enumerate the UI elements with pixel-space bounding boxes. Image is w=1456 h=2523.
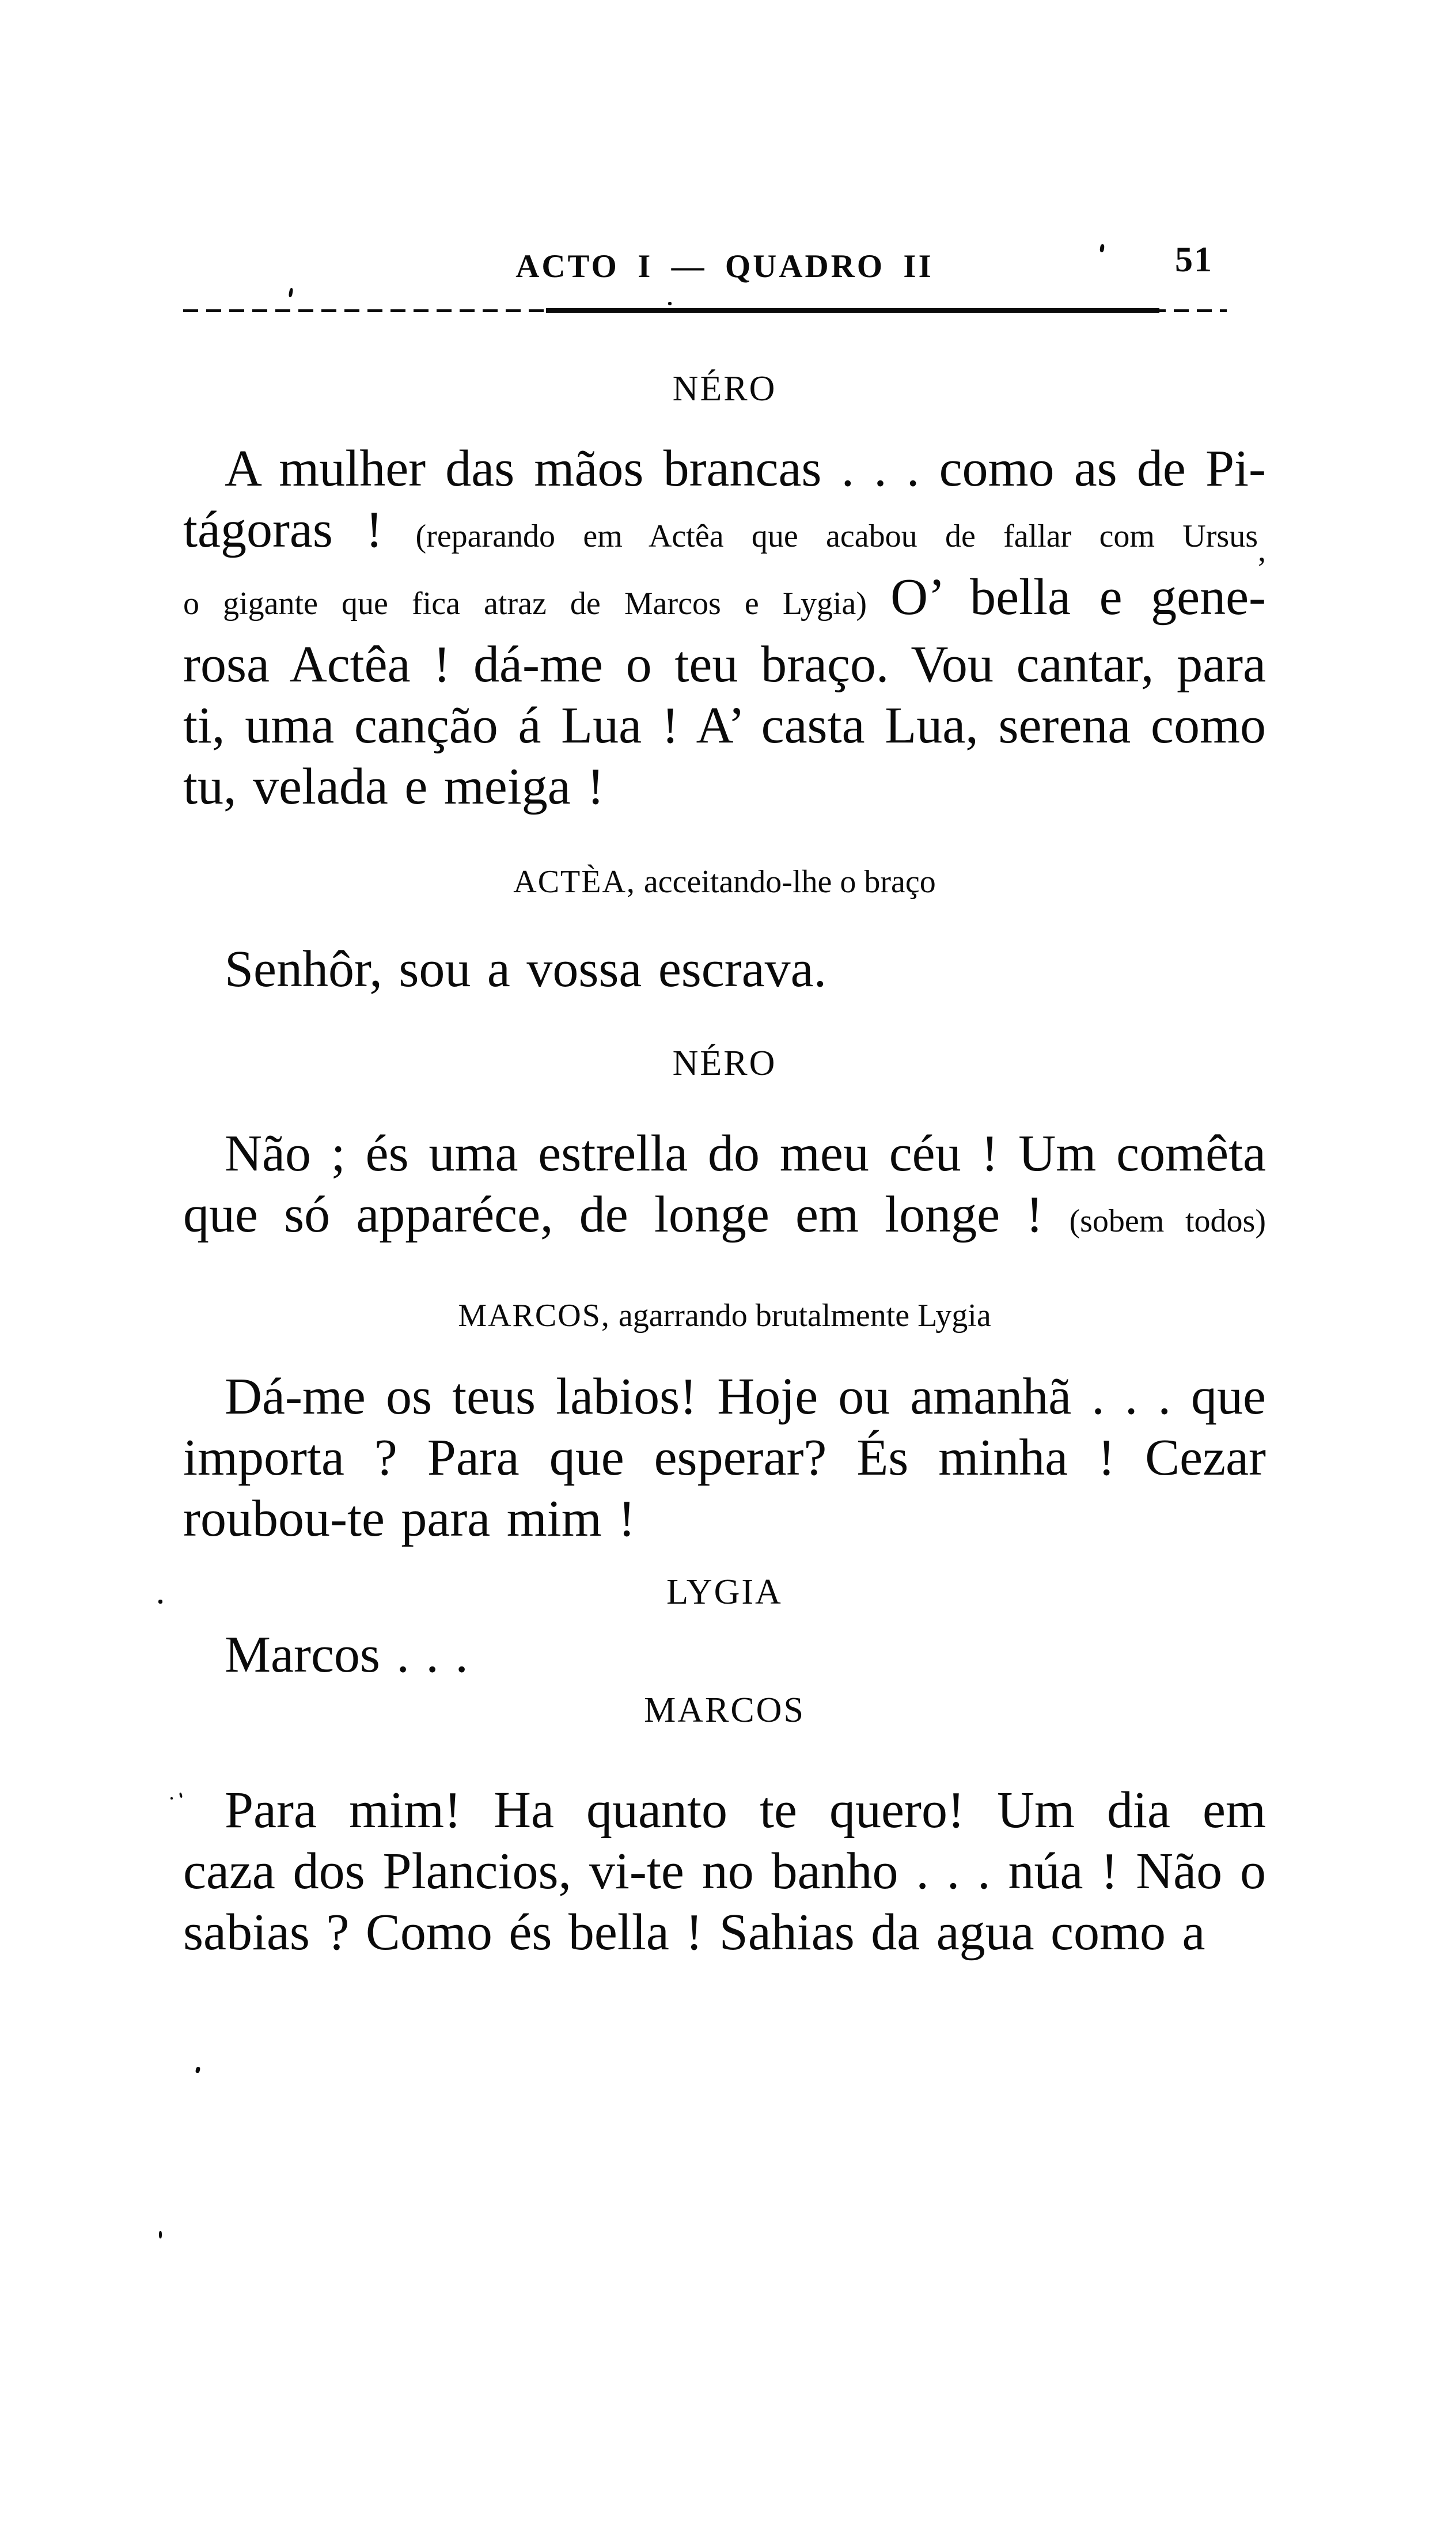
stage-direction-text: acceitando-lhe o braço [635, 864, 936, 900]
speech-text: Senhôr, sou a vossa escrava. [225, 941, 827, 998]
speech-line [183, 1184, 1266, 1252]
speech-line [183, 756, 1266, 817]
speaker-heading-nero-1: NÉRO [672, 369, 777, 408]
speech-nero-2 [183, 1123, 1266, 1252]
speech-text: importa ? Para que esperar? És minha ! Cezar [183, 1429, 1266, 1486]
speech-line [183, 1780, 1266, 1841]
speaker-heading-marcos-2: MARCOS [644, 1691, 805, 1730]
speech-line [183, 695, 1266, 756]
speech-line [183, 939, 1266, 1000]
speech-line [183, 1366, 1266, 1427]
speaker-heading-lygia: LYGIA [666, 1573, 783, 1612]
stage-direction-text: (sobem todos) [1069, 1203, 1266, 1239]
speech-line [183, 634, 1266, 695]
speech-text: Não ; és uma estrella do meu céu ! Um comêta [225, 1125, 1266, 1182]
stage-direction-text: agarrando brutalmente Lygia [610, 1298, 991, 1334]
ink-speck [668, 302, 672, 305]
speech-text: tágoras ! [183, 501, 416, 558]
ink-speck [289, 288, 294, 298]
speech-line [183, 1841, 1266, 1902]
speech-text: ti, uma canção á Lua ! A’ casta Lua, serena como [183, 697, 1266, 754]
stage-direction-text: , [1258, 533, 1266, 569]
speech-text: Para mim! Ha quanto te quero! Um dia em [225, 1782, 1266, 1839]
speaker-heading-marcos-1 [183, 1297, 1266, 1334]
speech-text: Dá-me os teus labios! Hoje ou amanhã . . . que [225, 1368, 1266, 1425]
speech-line [183, 1427, 1266, 1488]
speech-nero-1 [183, 438, 1266, 817]
speech-marcos-2 [183, 1780, 1266, 1963]
speech-text: sabias ? Como és bella ! Sahias da agua como a [183, 1904, 1205, 1961]
page-number: 51 [1175, 240, 1213, 279]
speech-line [183, 1624, 1266, 1685]
speech-line [183, 1902, 1266, 1963]
speaker-name: MARCOS, [458, 1298, 611, 1334]
ink-speck [159, 2231, 162, 2238]
speaker-heading-actea [183, 863, 1266, 900]
speech-line [183, 438, 1266, 499]
ink-speck [195, 2066, 201, 2073]
speech-text: tu, velada e meiga ! [183, 758, 605, 815]
speech-line [183, 1488, 1266, 1550]
speech-line [183, 499, 1266, 567]
speech-text: Marcos . . . [225, 1626, 468, 1683]
stage-direction-text: (reparando em Actêa que acabou de fallar com Ursus [415, 518, 1258, 554]
speaker-name: ACTÈA, [513, 864, 636, 900]
ink-speck [158, 1600, 162, 1604]
speech-text: roubou-te para mim ! [183, 1490, 636, 1547]
divider-rule [183, 308, 1227, 313]
speech-lygia [183, 1624, 1266, 1685]
ink-speck [179, 1793, 183, 1798]
speech-actea [183, 939, 1266, 1000]
speech-text: A mulher das mãos brancas . . . como as de Pi- [225, 440, 1266, 497]
speech-line [183, 567, 1266, 634]
speech-text: rosa Actêa ! dá-me o teu braço. Vou cantar, para [183, 636, 1266, 693]
speech-text: O’ bella e gene- [890, 569, 1266, 626]
speech-text: que só apparéce, de longe em longe ! [183, 1186, 1070, 1243]
running-title: ACTO I — QUADRO II [515, 248, 934, 285]
speech-marcos-1 [183, 1366, 1266, 1550]
speech-text: caza dos Plancios, vi-te no banho . . . núa ! Não o [183, 1843, 1266, 1900]
speech-line [183, 1123, 1266, 1184]
stage-direction-text: o gigante que fica atraz de Marcos e Lygia) [183, 586, 891, 622]
ink-speck [170, 1797, 173, 1800]
speaker-heading-nero-2: NÉRO [672, 1044, 777, 1083]
